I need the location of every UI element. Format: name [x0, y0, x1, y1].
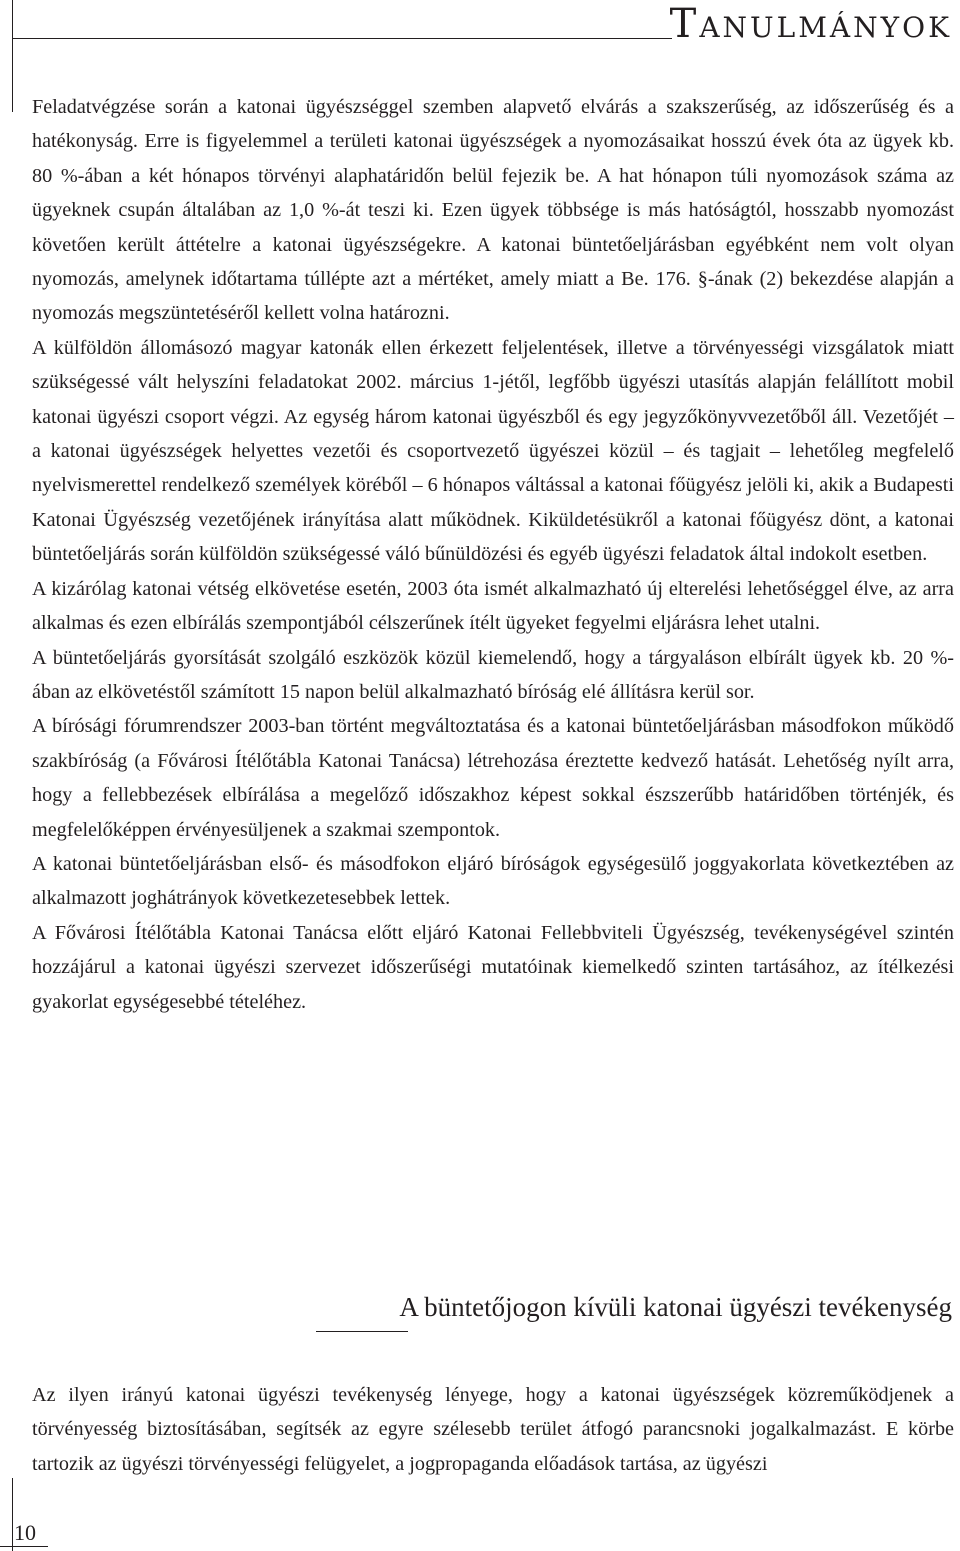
- paragraph: A bírósági fórumrendszer 2003-ban történt megváltoztatása és a katonai büntetőeljárásban másodfokon működő szakbíróság (a Fővárosi Ítélőtábla Katonai Tanácsa) létrehozása éreztette kedvező hatását. Lehetőség nyílt arra, hogy a fellebbezések elbírálása a megelőző időszakhoz képest sokkal észszerűbb határidőben történjék, és megfelelőképpen érvényesüljenek a szakmai szempontok.: [32, 715, 954, 841]
- bottom-left-vertical-rule: [12, 1478, 13, 1551]
- top-horizontal-rule: [12, 38, 672, 39]
- paragraph: Az ilyen irányú katonai ügyészi tevékenység lényege, hogy a katonai ügyészségek közreműködjenek a törvényesség biztosításában, segítsék az egyre szélesebb terület átfogó parancsnoki jogalkalmazást. E körbe tartozik az ügyészi törvényességi felügyelet, a jogpropaganda előadások tartása, az ügyészi: [32, 1384, 954, 1475]
- paragraph: A külföldön állomásozó magyar katonák ellen érkezett feljelentések, illetve a törvényességi vizsgálatok miatt szükségessé vált helyszíni feladatokat 2002. március 1-jétől, legfőbb ügyészi utasítás alapján felállított mobil katonai ügyészi csoport végzi. Az egység három katonai ügyészből és egy jegyzőkönyvvezetőből áll. Vezetőjét – a katonai ügyészségek helyettes vezetői és csoportvezető ügyészei közül – és tagjait – lehetőleg megfelelő nyelvismerettel rendelkező személyek köréből – 6 hónapos váltással a katonai főügyész jelöli ki, akik a Budapesti Katonai Ügyészség vezetőjének irányítása alatt működnek. Kiküldetésükről a katonai főügyész dönt, a katonai büntetőeljárás során külföldön szükségessé váló bűnüldözési és egyéb ügyészi feladatok által indokolt esetben.: [32, 336, 954, 566]
- page-number: 10: [14, 1520, 36, 1545]
- section-body-text: [32, 1378, 954, 1481]
- paragraph: A kizárólag katonai vétség elkövetése esetén, 2003 óta ismét alkalmazható új elterelési lehetőséggel élve, az arra alkalmas és ezen elbírálás szempontjából célszerűnek ítélt ügyeket fegyelmi eljárásra lehet utalni.: [32, 577, 954, 635]
- paragraph: A büntetőeljárás gyorsítását szolgáló eszközök közül kiemelendő, hogy a tárgyaláson elbírált ügyek kb. 20 %-ában az elkövetéstől számított 15 napon belül alkalmazható bíróság elé állításra kerül sor.: [32, 646, 954, 703]
- paragraph: A katonai büntetőeljárásban első- és másodfokon eljáró bíróságok egységesülő joggyakorlata következtében az alkalmazott joghátrányok következetesebbek lettek.: [32, 852, 954, 910]
- paragraph: Feladatvégzése során a katonai ügyészséggel szemben alapvető elvárás a szakszerűség, az időszerűség és a hatékonyság. Erre is figyelemmel a területi katonai ügyészségek a nyomozásaikat hosszú évek óta az ügyek kb. 80 %-ában a két hónapos törvényi alaphatáridőn belül fejezik be. A hat hónapon túli nyomozások száma az ügyeknek csupán általában az 1,0 %-át teszi ki. Ezen ügyek többsége is más hatóságtól, hosszabb nyomozást követően került áttételre a katonai ügyészségekre. A katonai büntetőeljárásban egyébként nem volt olyan nyomozás, amelynek időtartama túllépte azt a mértéket, amely miatt a Be. 176. §-ának (2) bekezdése alapján a nyomozás megszüntetéséről kellett volna határozni.: [32, 96, 954, 325]
- bottom-horizontal-rule: [0, 1546, 48, 1547]
- section-heading-rule: [316, 1331, 408, 1332]
- body-text: [32, 90, 954, 1019]
- paragraph: A Fővárosi Ítélőtábla Katonai Tanácsa előtt eljáró Katonai Fellebbviteli Ügyészség, tevékenységével szintén hozzájárul a katonai ügyészi szervezet időszerűségi mutatóinak kiemelkedő szinten tartásához, az ítélkezési gyakorlat egységesebbé tételéhez.: [32, 921, 954, 1013]
- running-header-title: Tanulmányok: [669, 1, 952, 47]
- top-left-vertical-rule: [12, 0, 13, 112]
- section-heading: A büntetőjogon kívüli katonai ügyészi tevékenység: [399, 1292, 952, 1322]
